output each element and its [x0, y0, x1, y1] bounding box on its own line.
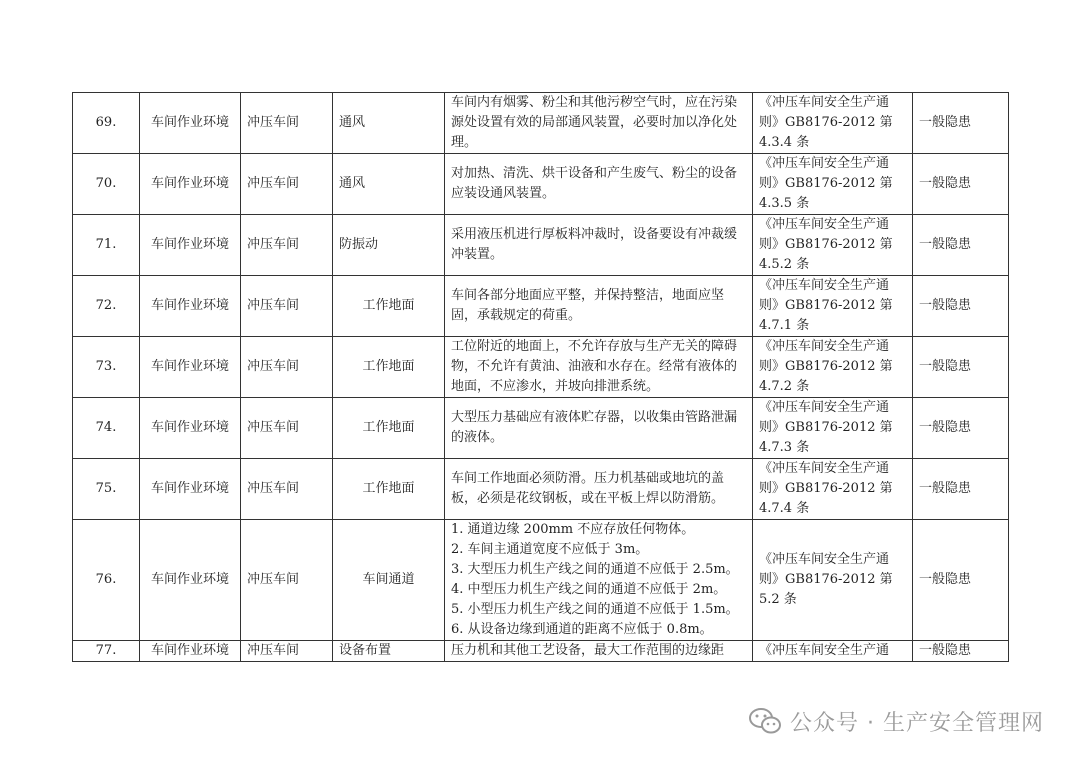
basis-cell: 《冲压车间安全生产通: [753, 641, 913, 662]
row-number: 73.: [73, 337, 140, 398]
item-cell: 车间通道: [333, 520, 445, 641]
basis-cell: 《冲压车间安全生产通则》GB8176-2012 第 4.7.2 条: [753, 337, 913, 398]
category-cell: 车间作业环境: [140, 215, 241, 276]
level-cell: 一般隐患: [913, 276, 1009, 337]
basis-cell: 《冲压车间安全生产通则》GB8176-2012 第 4.3.4 条: [753, 93, 913, 154]
item-cell: 防振动: [333, 215, 445, 276]
basis-cell: 《冲压车间安全生产通则》GB8176-2012 第 4.7.3 条: [753, 398, 913, 459]
basis-cell: 《冲压车间安全生产通则》GB8176-2012 第 4.5.2 条: [753, 215, 913, 276]
row-number: 75.: [73, 459, 140, 520]
row-number: 70.: [73, 154, 140, 215]
table-row: [73, 154, 1009, 215]
level-cell: 一般隐患: [913, 154, 1009, 215]
category-cell: 车间作业环境: [140, 641, 241, 662]
hazard-table: [72, 92, 1009, 662]
category-cell: 车间作业环境: [140, 520, 241, 641]
item-cell: 设备布置: [333, 641, 445, 662]
category-cell: 车间作业环境: [140, 93, 241, 154]
category-cell: 车间作业环境: [140, 398, 241, 459]
level-cell: 一般隐患: [913, 215, 1009, 276]
requirement-cell: [445, 520, 753, 641]
level-cell: 一般隐患: [913, 337, 1009, 398]
area-cell: 冲压车间: [241, 398, 333, 459]
requirement-cell: 压力机和其他工艺设备，最大工作范围的边缘距: [445, 641, 753, 662]
list-item: 6. 从设备边缘到通道的距离不应低于 0.8m。: [451, 622, 713, 637]
level-cell: 一般隐患: [913, 398, 1009, 459]
requirement-cell: 车间工作地面必须防滑。压力机基础或地坑的盖板，必须是花纹钢板，或在平板上焊以防滑筋。: [445, 459, 753, 520]
requirement-cell: 大型压力基础应有液体贮存器，以收集由管路泄漏的液体。: [445, 398, 753, 459]
list-item: 5. 小型压力机生产线之间的通道不应低于 1.5m。: [451, 602, 739, 617]
level-cell: 一般隐患: [913, 641, 1009, 662]
item-cell: 通风: [333, 154, 445, 215]
requirement-cell: 对加热、清洗、烘干设备和产生废气、粉尘的设备应装设通风装置。: [445, 154, 753, 215]
row-number: 71.: [73, 215, 140, 276]
basis-cell: 《冲压车间安全生产通则》GB8176-2012 第 4.7.1 条: [753, 276, 913, 337]
category-cell: 车间作业环境: [140, 459, 241, 520]
area-cell: 冲压车间: [241, 154, 333, 215]
table-row: [73, 276, 1009, 337]
list-item: 1. 通道边缘 200mm 不应存放任何物体。: [451, 522, 695, 537]
list-item: 4. 中型压力机生产线之间的通道不应低于 2m。: [451, 582, 727, 597]
level-cell: 一般隐患: [913, 93, 1009, 154]
basis-cell: 《冲压车间安全生产通则》GB8176-2012 第 4.7.4 条: [753, 459, 913, 520]
level-cell: 一般隐患: [913, 459, 1009, 520]
requirement-cell: 车间内有烟雾、粉尘和其他污秽空气时，应在污染源处设置有效的局部通风装置，必要时加以净化处理。: [445, 93, 753, 154]
table-row: [73, 215, 1009, 276]
table-row: [73, 520, 1009, 641]
area-cell: 冲压车间: [241, 337, 333, 398]
row-number: 76.: [73, 520, 140, 641]
requirement-cell: 车间各部分地面应平整，并保持整洁，地面应坚固，承载规定的荷重。: [445, 276, 753, 337]
level-cell: 一般隐患: [913, 520, 1009, 641]
watermark: [748, 704, 1044, 738]
list-item: 3. 大型压力机生产线之间的通道不应低于 2.5m。: [451, 562, 739, 577]
area-cell: 冲压车间: [241, 93, 333, 154]
area-cell: 冲压车间: [241, 641, 333, 662]
table-row: [73, 93, 1009, 154]
category-cell: 车间作业环境: [140, 337, 241, 398]
item-cell: 工作地面: [333, 276, 445, 337]
category-cell: 车间作业环境: [140, 154, 241, 215]
basis-cell: 《冲压车间安全生产通则》GB8176-2012 第 4.3.5 条: [753, 154, 913, 215]
table-row: [73, 459, 1009, 520]
requirement-cell: 工位附近的地面上，不允许存放与生产无关的障碍物，不允许有黄油、油液和水存在。经常有液体的地面，不应渗水，并坡向排泄系统。: [445, 337, 753, 398]
list-item: 2. 车间主通道宽度不应低于 3m。: [451, 542, 649, 557]
row-number: 77.: [73, 641, 140, 662]
item-cell: 工作地面: [333, 337, 445, 398]
item-cell: 通风: [333, 93, 445, 154]
item-cell: 工作地面: [333, 398, 445, 459]
table-row: [73, 337, 1009, 398]
area-cell: 冲压车间: [241, 459, 333, 520]
table-row: [73, 398, 1009, 459]
category-cell: 车间作业环境: [140, 276, 241, 337]
row-number: 72.: [73, 276, 140, 337]
watermark-text: 公众号 · 生产安全管理网: [790, 710, 1044, 736]
area-cell: 冲压车间: [241, 215, 333, 276]
requirement-cell: 采用液压机进行厚板料冲裁时，设备要设有冲裁缓冲装置。: [445, 215, 753, 276]
wechat-icon: [748, 707, 782, 735]
area-cell: 冲压车间: [241, 276, 333, 337]
item-cell: 工作地面: [333, 459, 445, 520]
basis-cell: 《冲压车间安全生产通则》GB8176-2012 第 5.2 条: [753, 520, 913, 641]
table-row: [73, 641, 1009, 662]
requirement-list: [451, 520, 746, 640]
row-number: 74.: [73, 398, 140, 459]
area-cell: 冲压车间: [241, 520, 333, 641]
row-number: 69.: [73, 93, 140, 154]
